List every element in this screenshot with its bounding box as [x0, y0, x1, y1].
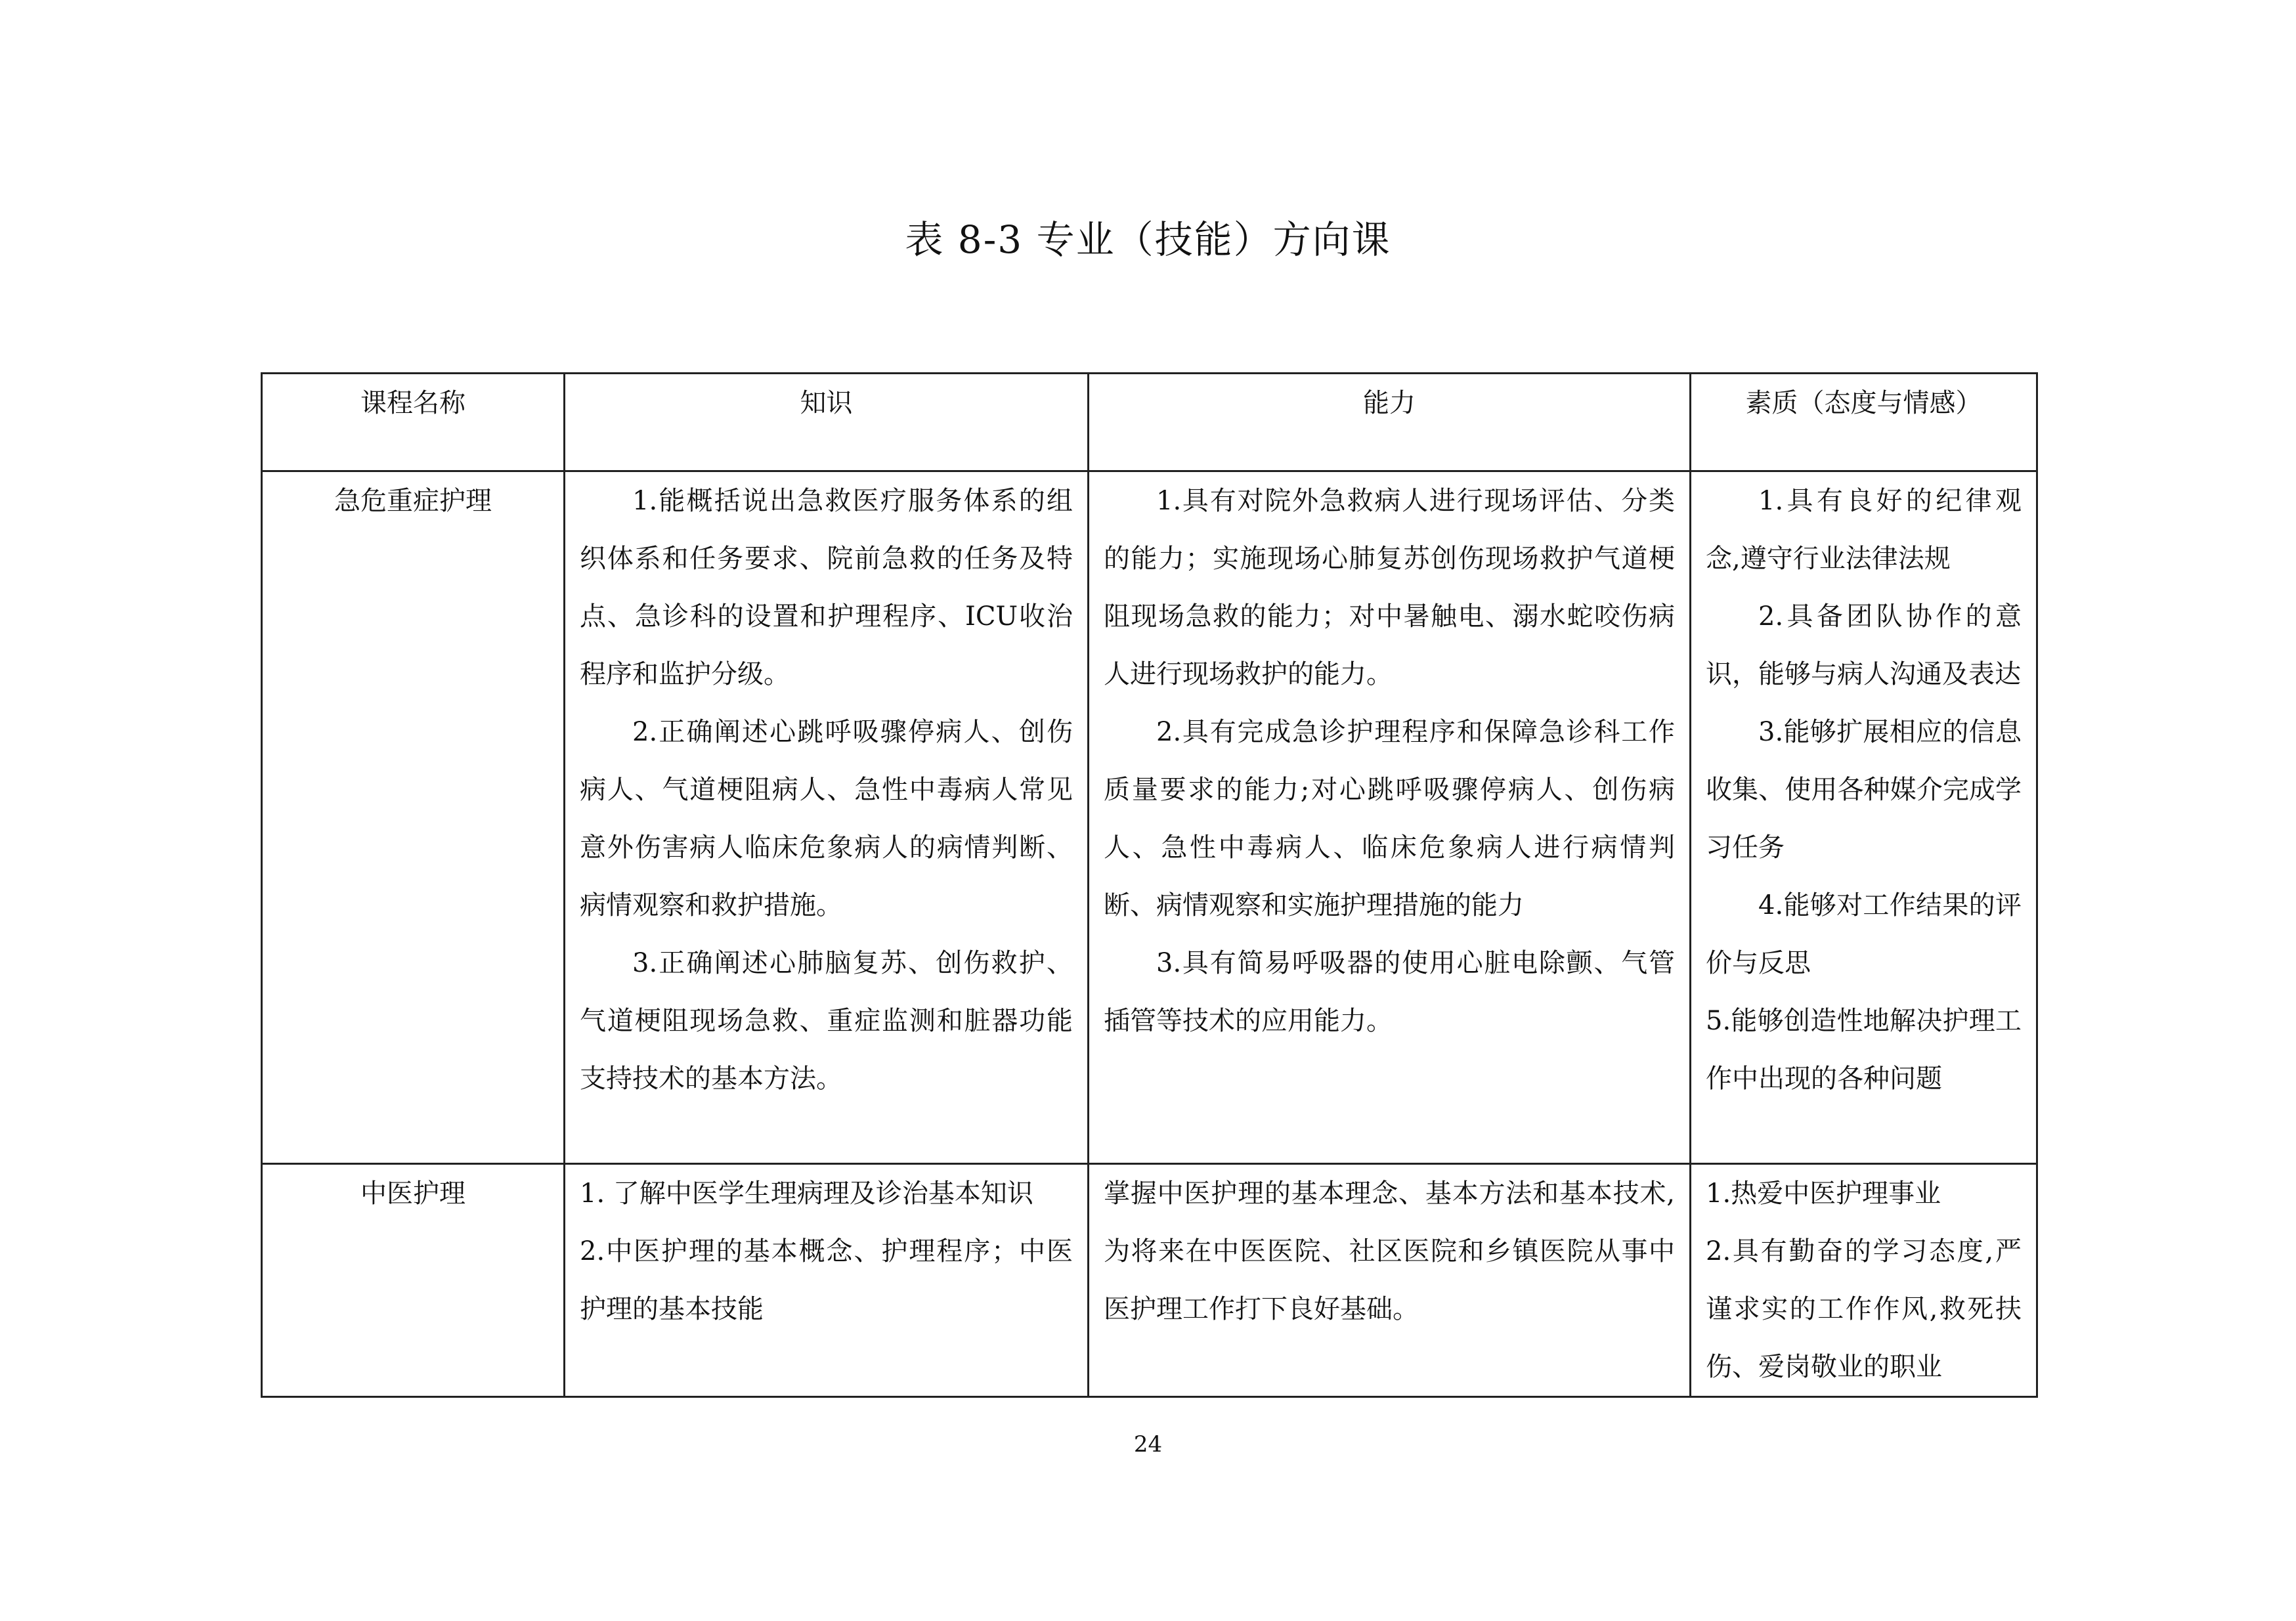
- quality-cell: [1691, 1164, 2037, 1397]
- quality-item: 1.热爱中医护理事业: [1706, 1178, 1941, 1209]
- ability-cell: [1089, 471, 1691, 1164]
- quality-item: 2.具备团队协作的意识，能够与病人沟通及表达: [1706, 601, 2022, 689]
- knowledge-cell: [565, 1164, 1089, 1397]
- knowledge-item: 2.正确阐述心跳呼吸骤停病人、创伤病人、气道梗阻病人、急性中毒病人常见意外伤害病人临床危象病人的病情判断、病情观察和救护措施。: [580, 717, 1073, 920]
- page-title: 表 8-3 专业（技能）方向课: [905, 217, 1391, 262]
- quality-item: 5.能够创造性地解决护理工作中出现的各种问题: [1706, 1006, 2022, 1094]
- course-name-cell: 急危重症护理: [262, 471, 565, 1164]
- course-table: [261, 372, 2038, 1398]
- ability-item: 1.具有对院外急救病人进行现场评估、分类的能力；实施现场心肺复苏创伤现场救护气道梗阻现场急救的能力；对中暑触电、溺水蛇咬伤病人进行现场救护的能力。: [1104, 486, 1675, 689]
- quality-item: 2.具有勤奋的学习态度,严谨求实的工作作风,救死扶伤、爱岗敬业的职业: [1706, 1236, 2022, 1382]
- quality-item: 3.能够扩展相应的信息收集、使用各种媒介完成学习任务: [1706, 717, 2022, 863]
- quality-item: 1.具有良好的纪律观念,遵守行业法律法规: [1706, 486, 2022, 574]
- header-course-name: 课程名称: [262, 374, 565, 471]
- table-row: [262, 1164, 2037, 1397]
- knowledge-item: 3.正确阐述心肺脑复苏、创伤救护、气道梗阻现场急救、重症监测和脏器功能支持技术的基本方法。: [580, 948, 1073, 1094]
- knowledge-item: 2.中医护理的基本概念、护理程序；中医护理的基本技能: [580, 1236, 1073, 1324]
- knowledge-cell: [565, 471, 1089, 1164]
- header-ability: 能力: [1089, 374, 1691, 471]
- knowledge-item: 1.能概括说出急救医疗服务体系的组织体系和任务要求、院前急救的任务及特点、急诊科的设置和护理程序、ICU收治程序和监护分级。: [580, 486, 1073, 689]
- ability-item: 2.具有完成急诊护理程序和保障急诊科工作质量要求的能力;对心跳呼吸骤停病人、创伤病人、急性中毒病人、临床危象病人进行病情判断、病情观察和实施护理措施的能力: [1104, 717, 1675, 920]
- ability-item: 掌握中医护理的基本理念、基本方法和基本技术,为将来在中医医院、社区医院和乡镇医院从事中医护理工作打下良好基础。: [1104, 1178, 1675, 1324]
- quality-item: 4.能够对工作结果的评价与反思: [1706, 890, 2022, 978]
- header-quality: 素质（态度与情感）: [1691, 374, 2037, 471]
- knowledge-item: 1. 了解中医学生理病理及诊治基本知识: [580, 1178, 1033, 1209]
- quality-cell: [1691, 471, 2037, 1164]
- course-name-cell: 中医护理: [262, 1164, 565, 1397]
- header-knowledge: 知识: [565, 374, 1089, 471]
- page-number: 24: [1133, 1431, 1163, 1458]
- ability-item: 3.具有简易呼吸器的使用心脏电除颤、气管插管等技术的应用能力。: [1104, 948, 1675, 1036]
- ability-cell: [1089, 1164, 1691, 1397]
- table-header-row: [262, 374, 2037, 471]
- table-row: [262, 471, 2037, 1164]
